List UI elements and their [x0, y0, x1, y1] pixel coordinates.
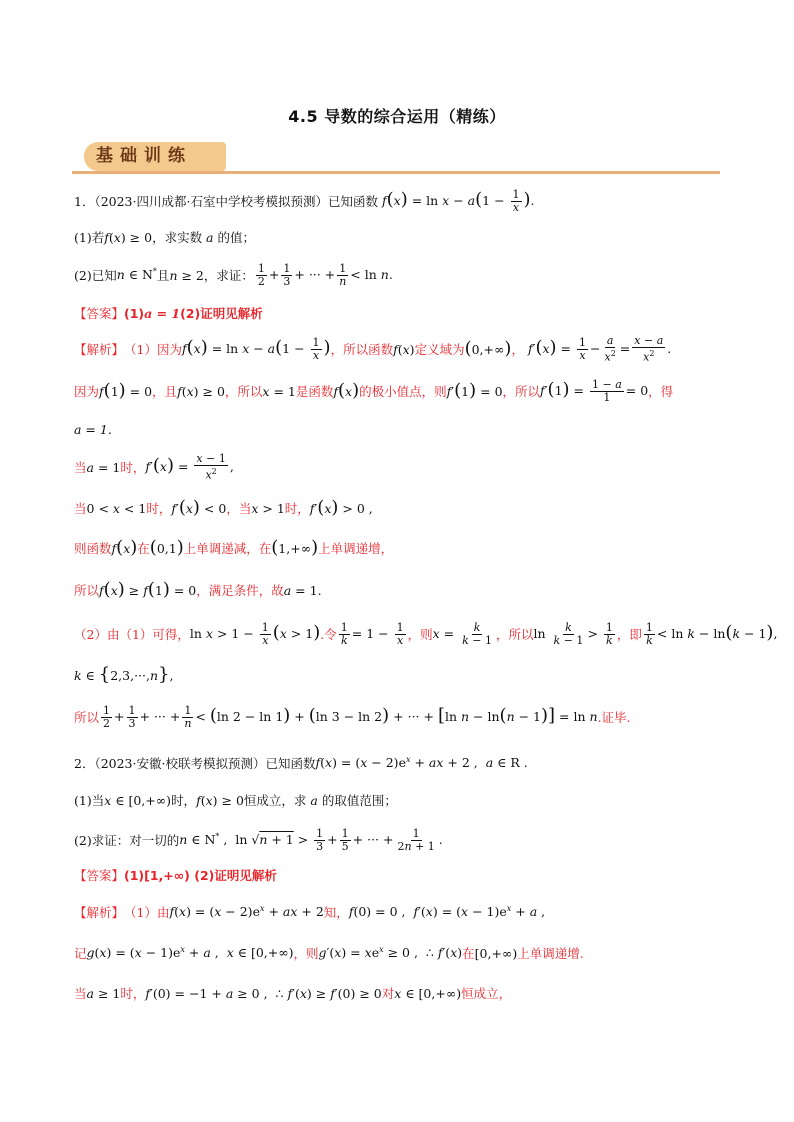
q2-part1: (1)当 x ∈ [0,+∞) 时， f(x) ≥ 0 恒成立，求 a 的取值范围； — [74, 792, 397, 808]
q2-analysis-line-3: 当 a ≥ 1 时， f′(0) = −1 + a ≥ 0 , ∴ f′(x) ≥ f′(0) ≥ 0 对 x ∈ [0,+∞) 恒成立， — [74, 985, 512, 1001]
page-title: 4.5 导数的综合运用（精练） — [288, 107, 506, 126]
q2-function: $f(x) = (x - 2)e^x$ + ax + 2 , a ∈ R . — [315, 755, 528, 771]
q1-analysis-line-3: a = 1. — [74, 421, 112, 437]
q2-analysis-line-2: 记 $g(x) = (x - 1)e^x + a$ , x ∈ [0,+∞) ，则 $g'(x) = xe^x \ge 0$ , ∴ f′(x) 在 [0,+∞) 上单调递增. — [74, 945, 584, 961]
q1-answer: 【答案】 (1) a = 1 (2)证明见解析 — [74, 305, 263, 321]
q1-part2: (2)已知 n ∈ N* 且 n ≥ 2 ，求证： $\frac{1}{2}$ + $\frac{1}{3}$ + ··· + $\frac{1}{n}$ < ln n. — [74, 261, 393, 288]
q2-analysis-line-1: 【解析】 （1）由 $f(x) = (x - 2)e^x$ + ax + 2 知， f(0) = 0 , $f'(x) = (x - 1)e^x + a$ , — [74, 904, 546, 920]
q1-function: f(x) = ln x − a(1 − $\frac{1}{x}$ ). — [381, 187, 535, 214]
q2-part2: (2)求证：对一切的 n ∈ N* , ln √n + 1 > $\frac{1}{3}$ + $\frac{1}{5}$ + ··· + $\frac{1}{2n + 1}$ . — [74, 826, 443, 853]
q1-analysis-line-6: 则函数 f(x) 在 (0,1) 上单调递减，在 (1,+∞) 上单调递增， — [74, 537, 394, 558]
q2-answer: 【答案】 (1)[1,+∞) (2)证明见解析 — [74, 868, 277, 883]
q1-analysis-line-8: （2）由（1）可得， ln x > 1 − $\frac{1}{x}$ (x > 1) .令 $\frac{1}{k}$ = 1 − $\frac{1}{x}$ ，则 x = $\frac{k}{k - 1}$ ，所以 ln $\frac{k}{k - 1}$ > $\frac{1}{k}$ ，即 $\frac{1}{k}$ < ln k − ln(k − 1), — [74, 620, 778, 647]
q2-statement — [74, 750, 528, 776]
q1-analysis-line-2: 因为 f(1) = 0 ，且 f(x) ≥ 0 ，所以 x = 1 是函数 f(x) 的极小值点，则 f′(1) = 0 ，所以 f′(1) = $\frac{1 - a}{1}$ = 0 ，得 — [74, 377, 674, 404]
q1-analysis-line-10: 所以 $\frac{1}{2}$ + $\frac{1}{3}$ + ··· + $\frac{1}{n}$ < (ln 2 − ln 1) + (ln 3 − ln 2) + ··· + [ln n − ln(n − 1)] = ln n .证毕. — [74, 703, 631, 730]
section-banner — [72, 140, 720, 176]
q2-prefix: 2．（2023·安徽·校联考模拟预测）已知函数 — [74, 756, 316, 771]
q1-analysis-line-9: k ∈ {2,3,···,n}, — [74, 664, 174, 685]
q1-part1: (1)若 f(x) ≥ 0 ，求实数 a 的值； — [74, 229, 255, 245]
q1-analysis-line-5: 当 0 < x < 1 时， f′(x) < 0 ，当 x > 1 时， f′(x) > 0 , — [74, 497, 373, 518]
q1-statement — [74, 188, 535, 214]
q1-analysis-line-7: 所以 f(x) ≥ f(1) = 0 ，满足条件，故 a = 1. — [74, 579, 322, 600]
q1-analysis-line-1: 【解析】 （1）因为 f(x) = ln x − a(1 − $\frac{1}{x}$ ) ，所以函数 f(x) 定义域为 (0,+∞) ， f′(x) = $\frac{1}{x}$ − $\frac{a}{x^2}$ = $\frac{x - a}{x^2}$ . — [74, 333, 672, 364]
q1-analysis-line-4: 当 a = 1 时， f′(x) = $\frac{x - 1}{x^2}$ , — [74, 451, 234, 482]
section-label: 基础训练 — [96, 146, 192, 166]
section-rule — [72, 171, 720, 174]
q1-prefix: 1．（2023·四川成都·石室中学校考模拟预测）已知函数 — [74, 194, 378, 209]
